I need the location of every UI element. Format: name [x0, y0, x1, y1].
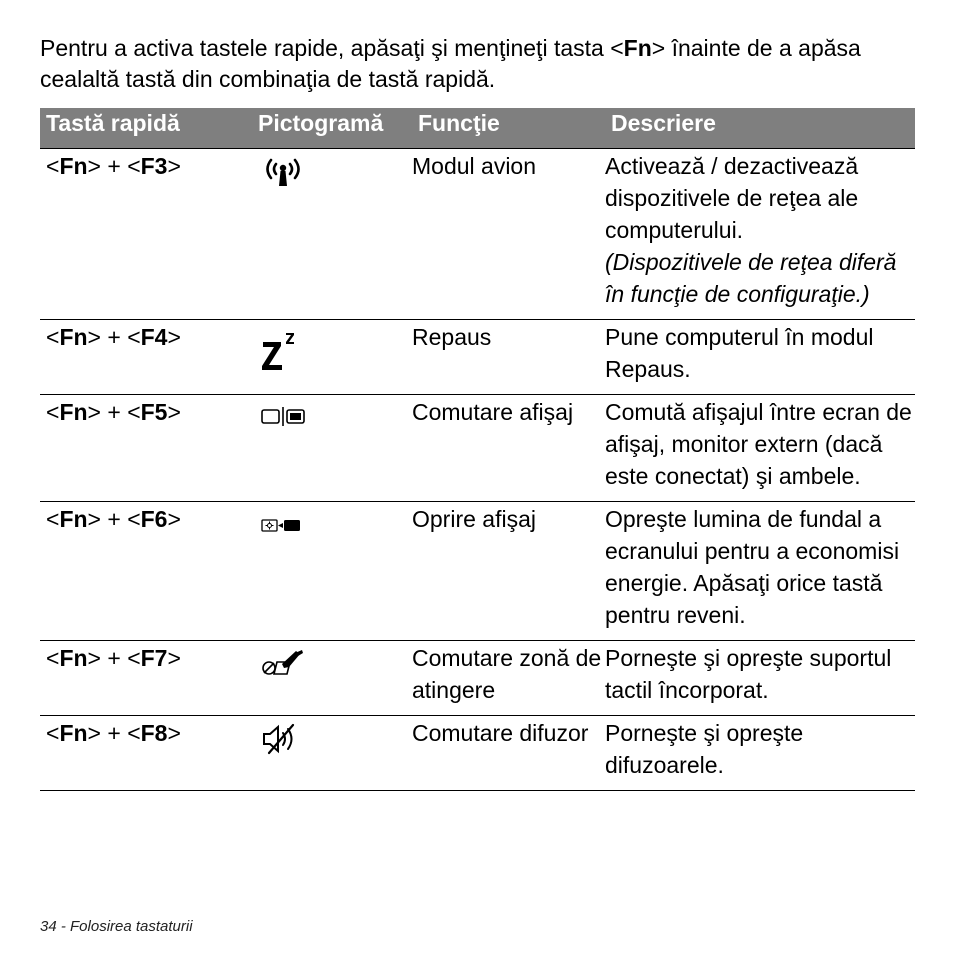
speaker-toggle-icon	[260, 722, 412, 756]
header-hotkey: Tastă rapidă	[40, 108, 252, 149]
table-row	[40, 502, 915, 641]
table-row	[40, 149, 915, 320]
function-cell: Oprire afişaj	[412, 502, 605, 641]
function-cell: Modul avion	[412, 149, 605, 320]
description-note: (Dispozitivele de reţea diferă în funcţie de configuraţie.)	[605, 249, 897, 307]
function-cell: Comutare difuzor	[412, 716, 605, 791]
description-cell: Activează / dezactivează dispozitivele de reţea ale computerului. (Dispozitivele de reţea diferă în funcţie de configuraţie.)	[605, 149, 915, 320]
hotkey-cell: <Fn> + <F6>	[40, 502, 252, 641]
description-cell: Porneşte şi opreşte suportul tactil încorporat.	[605, 641, 915, 716]
function-cell: Repaus	[412, 320, 605, 395]
display-off-icon	[260, 508, 412, 538]
touchpad-toggle-icon	[260, 647, 412, 681]
airplane-mode-icon	[260, 155, 412, 189]
table-header-row	[40, 108, 915, 149]
description-cell: Comută afişajul între ecran de afişaj, monitor extern (dacă este conectat) şi ambele.	[605, 395, 915, 502]
header-icon: Pictogramă	[252, 108, 412, 149]
page-footer: 34 - Folosirea tastaturii	[40, 918, 193, 935]
table-row	[40, 716, 915, 791]
function-cell: Comutare zonă de atingere	[412, 641, 605, 716]
table-row	[40, 641, 915, 716]
description-cell: Porneşte şi opreşte difuzoarele.	[605, 716, 915, 791]
description-cell: Opreşte lumina de fundal a ecranului pentru a economisi energie. Apăsaţi orice tastă pentru reveni.	[605, 502, 915, 641]
intro-paragraph: Pentru a activa tastele rapide, apăsaţi şi menţineţi tasta <Fn> înainte de a apăsa cealaltă tastă din combinaţia de tastă rapidă.	[40, 35, 861, 92]
hotkey-table	[40, 108, 915, 791]
header-description: Descriere	[605, 108, 915, 149]
table-row	[40, 320, 915, 395]
hotkey-cell: <Fn> + <F7>	[40, 641, 252, 716]
function-cell: Comutare afişaj	[412, 395, 605, 502]
hotkey-cell: <Fn> + <F8>	[40, 716, 252, 791]
description-cell: Pune computerul în modul Repaus.	[605, 320, 915, 395]
hotkey-cell: <Fn> + <F5>	[40, 395, 252, 502]
display-toggle-icon	[260, 401, 412, 431]
hotkey-cell: <Fn> + <F3>	[40, 149, 252, 320]
header-function: Funcţie	[412, 108, 605, 149]
hotkey-cell: <Fn> + <F4>	[40, 320, 252, 395]
table-row	[40, 395, 915, 502]
sleep-icon	[260, 326, 412, 372]
